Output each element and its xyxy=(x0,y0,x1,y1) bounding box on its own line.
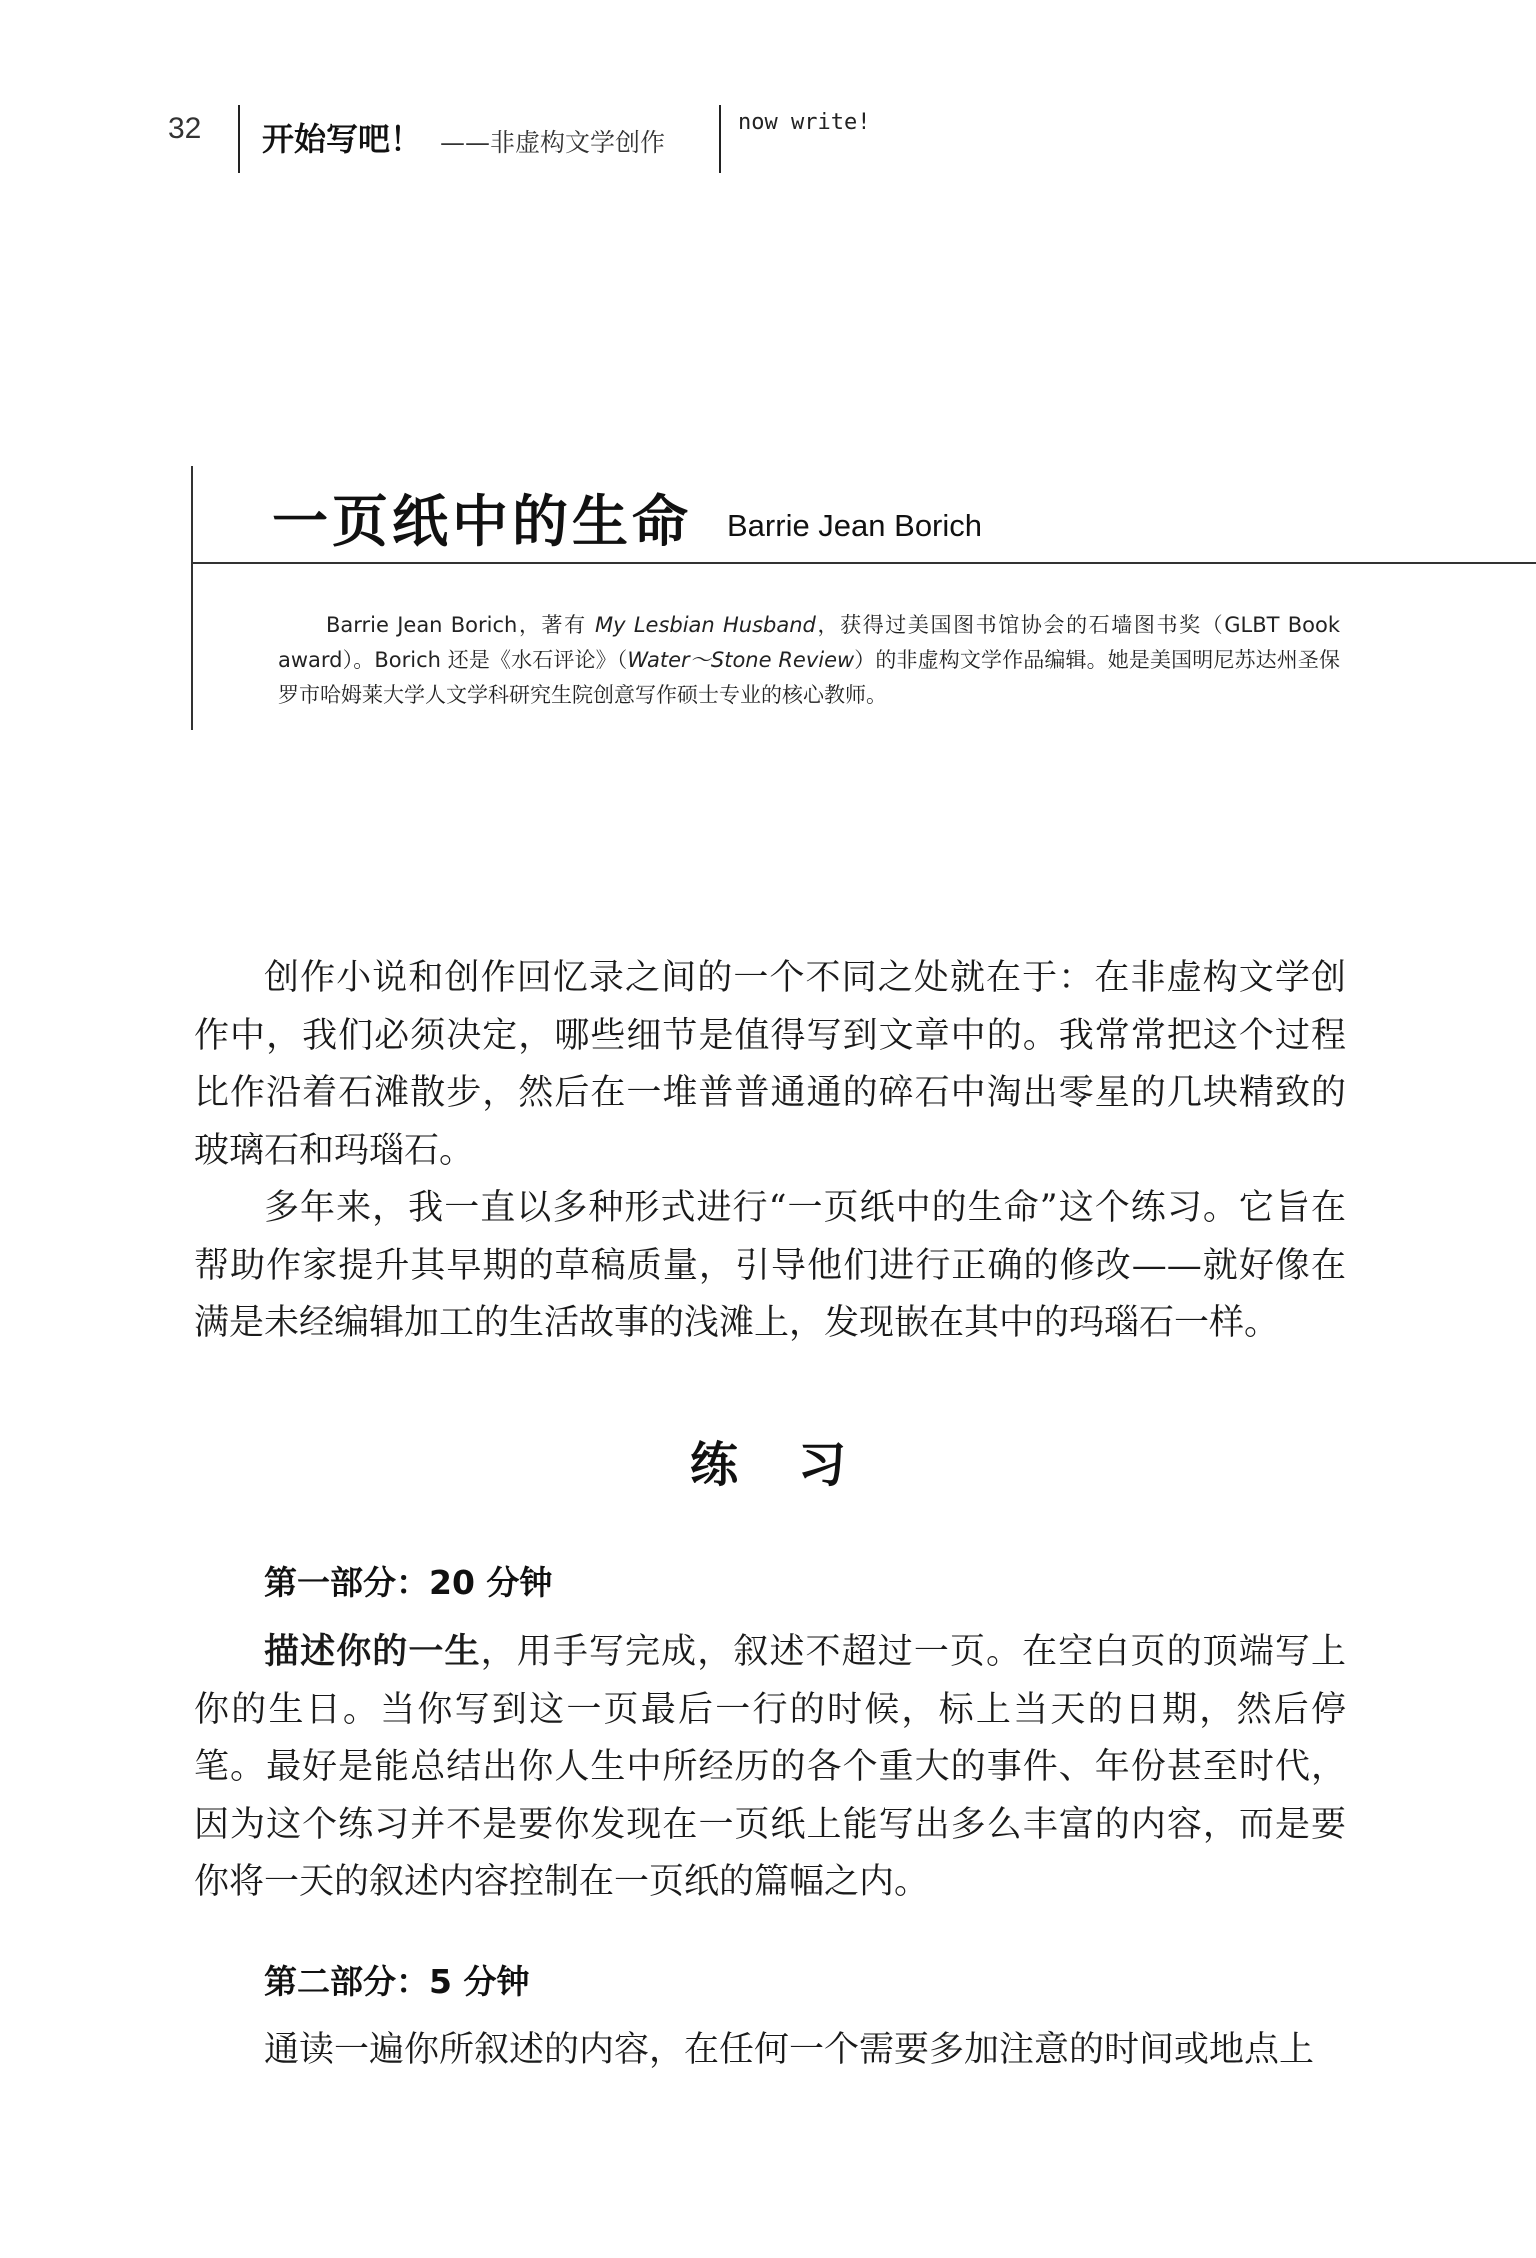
part-1-lead: 描述你的一生 xyxy=(264,1632,481,1672)
header-divider xyxy=(238,105,240,173)
bio-text: Barrie Jean Borich，著有 xyxy=(326,613,596,637)
intro-paragraph-1: 创作小说和创作回忆录之间的一个不同之处就在于：在非虚构文学创作中，我们必须决定，哪些细节是值得写到文章中的。我常常把这个过程比作沿着石滩散步，然后在一堆普普通通的碎石中淘出零星的几块精致的玻璃石和玛瑙石。 xyxy=(194,958,1346,1171)
author-bio xyxy=(278,608,1340,713)
part-1-heading: 第一部分：20 分钟 xyxy=(264,1563,553,1602)
bio-journal-title: Water～Stone Review xyxy=(627,648,855,672)
essay-author: Barrie Jean Borich xyxy=(727,508,983,543)
exercise-heading: 练习 xyxy=(689,1437,906,1493)
title-vertical-rule xyxy=(191,466,193,730)
bio-text: ，获得过美国图书馆协会的石墙图书奖（GLBT Book award）。Borich 还是《水石评论》（ xyxy=(278,613,1341,672)
book-title: 开始写吧！ xyxy=(262,120,423,158)
english-book-title: now write! xyxy=(738,110,871,135)
part-1-paragraph xyxy=(194,1624,1346,1912)
part-2-paragraph: 通读一遍你所叙述的内容，在任何一个需要多加注意的时间或地点上 xyxy=(264,2030,1315,2070)
essay-title: 一页纸中的生命 xyxy=(272,490,692,555)
part-2-heading: 第二部分：5 分钟 xyxy=(264,1962,530,2001)
bio-text: ）的非虚构文学作品编辑。她是美国明尼苏达州圣保罗市哈姆莱大学人文学科研究生院创意写作硕士专业的核心教师。 xyxy=(278,648,1340,707)
title-horizontal-rule xyxy=(191,562,1536,564)
bio-book-title: My Lesbian Husband xyxy=(595,613,816,637)
book-subtitle: ——非虚构文学创作 xyxy=(440,128,666,157)
part-1-text: ，用手写完成，叙述不超过一页。在空白页的顶端写上你的生日。当你写到这一页最后一行的时候，标上当天的日期，然后停笔。最好是能总结出你人生中所经历的各个重大的事件、年份甚至时代，因为这个练习并不是要你发现在一页纸上能写出多么丰富的内容，而是要你将一天的叙述内容控制在一页纸的篇幅之内。 xyxy=(194,1632,1346,1902)
header-divider xyxy=(719,105,721,173)
page-number: 32 xyxy=(168,112,202,145)
intro-paragraph-2: 多年来，我一直以多种形式进行“一页纸中的生命”这个练习。它旨在帮助作家提升其早期的草稿质量，引导他们进行正确的修改——就好像在满是未经编辑加工的生活故事的浅滩上，发现嵌在其中的玛瑙石一样。 xyxy=(194,1188,1346,1343)
